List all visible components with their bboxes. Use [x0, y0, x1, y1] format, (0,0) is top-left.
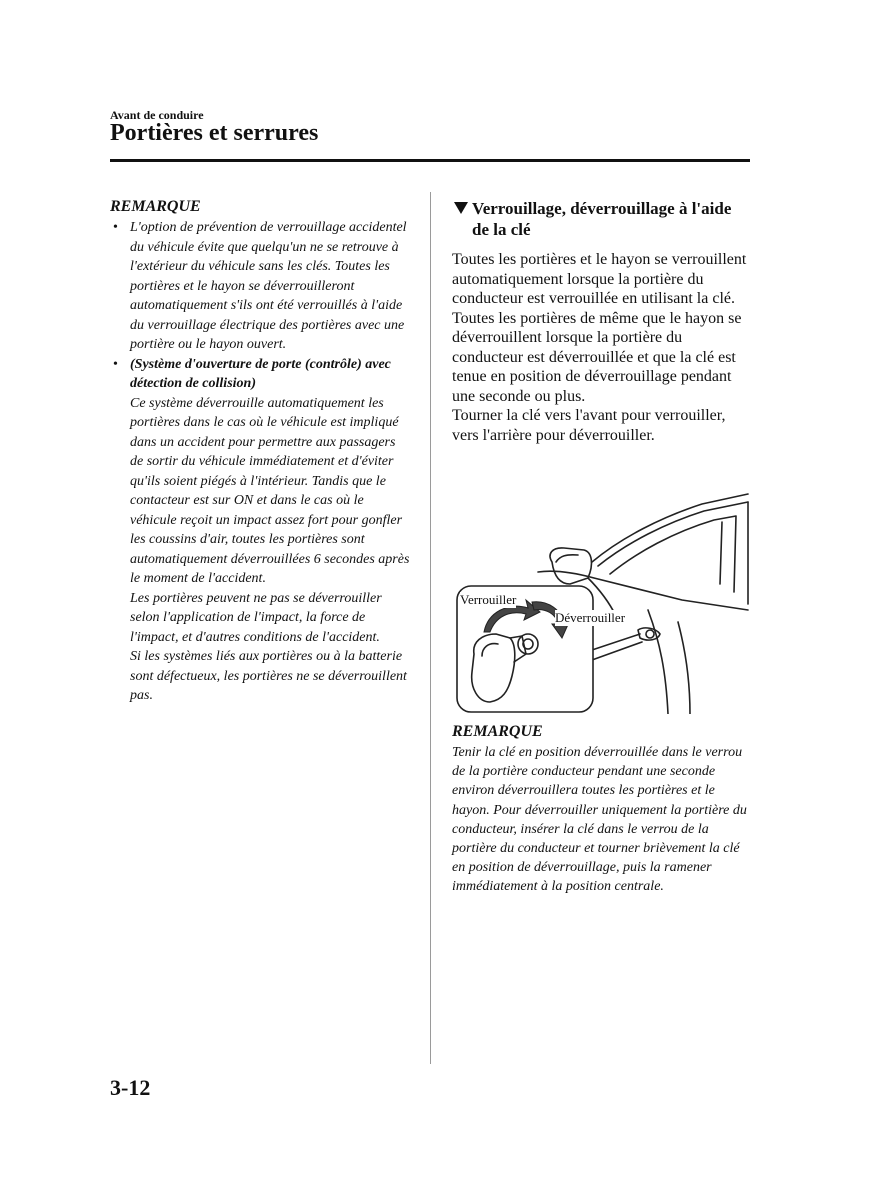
- lock-label: Verrouiller: [460, 592, 517, 607]
- note-text: Tenir la clé en position déverrouillée dans le verrou de la portière conducteur pendant une seconde environ déverrouillera toutes les portières et le hayon. Pour déverrouiller uniquement la portière du conducteur, insérer la clé dans le verrou de la portière du conducteur et tourner brièvement la clé en position de déverrouillage, puis la ramener immédiatement à la position centrale.: [452, 745, 747, 895]
- note-heading: REMARQUE: [110, 198, 201, 215]
- unlock-label: Déverrouiller: [555, 610, 626, 625]
- body-paragraph: Toutes les portières de même que le hayon se déverrouillent lorsque la portière du conducteur est déverrouillée et que la clé est tenue en position de déverrouillage pendant une seconde ou plus.: [452, 309, 742, 405]
- note-bullet-collision: [110, 355, 410, 706]
- note-heading: REMARQUE: [452, 723, 543, 740]
- key-lock-illustration: [452, 492, 752, 714]
- body-paragraph: Toutes les portières et le hayon se verrouillent automatiquement lorsque la portière du conducteur est verrouillée en utilisant la clé.: [452, 251, 747, 307]
- section-heading: [452, 198, 752, 240]
- bullet-icon: •: [113, 356, 118, 372]
- bullet-text: Les portières peuvent ne pas se déverrouiller selon l'application de l'impact, la force de l'impact, et d'autres conditions de l'accident.: [130, 590, 382, 645]
- bullet-icon: •: [113, 220, 118, 235]
- right-note: [452, 723, 752, 897]
- right-column: [452, 198, 752, 445]
- section-heading-text: Verrouillage, déverrouillage à l'aide de la clé: [472, 199, 732, 239]
- column-divider: [430, 192, 431, 1064]
- bullet-text: L'option de prévention de verrouillage accidentel du véhicule évite que quelqu'un ne se retrouve à l'extérieur du véhicule sans les clés. Toutes les portières et le hayon se déverrouilleront automatiquement s'ils ont été verrouillés à l'aide du verrouillage électrique des portières avec une portière ou le hayon ouvert.: [130, 220, 407, 352]
- bullet-text: Ce système déverrouille automatiquement les portières dans le cas où le véhicule est impliqué dans un accident pour permettre aux passagers de sortir du véhicule immédiatement et d'éviter qu'ils soient piégés à l'intérieur. Tandis que le contacteur est sur ON et dans le cas où le véhicule reçoit un impact assez fort pour gonfler les coussins d'air, toutes les portières sont automatiquement déverrouillées 6 secondes après le moment de l'accident.: [130, 395, 410, 586]
- triangle-down-icon: [454, 202, 468, 214]
- note-bullet-prevention: [110, 218, 410, 355]
- section-label: Avant de conduire: [110, 108, 204, 122]
- page-title: Portières et serrures: [110, 120, 319, 146]
- title-rule: [110, 159, 750, 162]
- left-column: [110, 198, 410, 706]
- body-paragraph: Tourner la clé vers l'avant pour verrouiller, vers l'arrière pour déverrouiller.: [452, 407, 726, 444]
- page-number: 3-12: [110, 1075, 151, 1100]
- bullet-title: (Système d'ouverture de porte (contrôle) avec détection de collision): [130, 356, 391, 391]
- bullet-text: Si les systèmes liés aux portières ou à la batterie sont défectueux, les portières ne se déverrouillent pas.: [130, 649, 407, 703]
